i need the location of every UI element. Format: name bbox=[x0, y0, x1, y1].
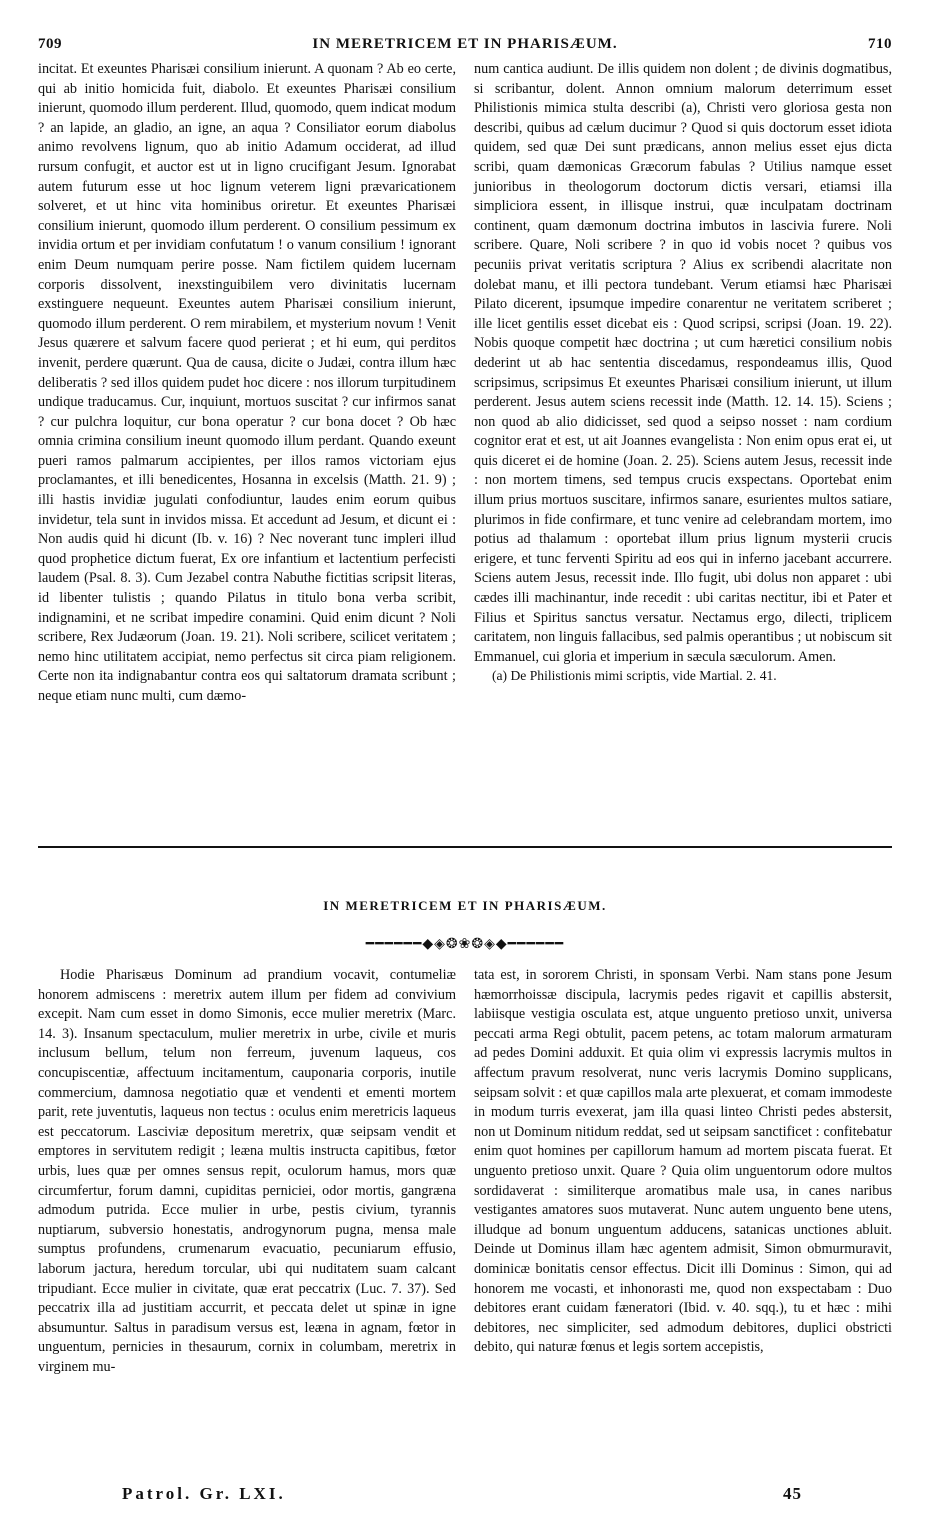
bottom-columns bbox=[38, 966, 892, 1466]
top-left-column bbox=[38, 60, 456, 828]
bottom-left-text: Hodie Pharisæus Dominum ad prandium vocavit, contumeliæ honorem admiscens : meretrix autem illum per fidem ad convivium excepit. Nam cum esset in domo Simonis, ecce mulier meretrix (Marc. 14. 3). Insanum spectaculum, mulier meretrix in urbe, civile et muris inclusum bellum, telum non ferreum, juvenum laqueus, cos concupiscentiæ, affectuum incitamentum, cauponaria corporis, inutile commercium, damnosa negotiatio quæ et vendenti et ementi mortem parit, rete juventutis, laqueus non tectus : oculus enim meretricis laqueus est peccatorum. Lasciviæ depositum meretrix, quæ seipsam vendit et emptores in servitutem redigit ; leæna multis instructa capitibus, fœtor urbis, lues quæ per omnes sensus repit, oculorum hamus, mors quæ circumfertur, forum damni, cupiditas perniciei, odor mortis, gangræna admodum putrida. Ecce mulier in urbe, pestis civium, tyrannis nuptiarum, subversio honestatis, androgynorum pugna, mensa male sumptus profundens, crumenarum evacuatio, pecuniarum effusio, laborum jactura, heredum torcular, ubi qui nuditatem suam calcant tripudiant. Ecce mulier in civitate, quæ erat peccatrix (Luc. 7. 37). Sed peccatrix illa ad justitiam accurrit, et peccata delet ut spinæ in igne absumuntur. Saltus in paradisum versus est, leæna in agnam, fœtor in unguentum, pernicies in thesaurum, cornix in columbam, meretrix in virginem mu- bbox=[38, 967, 456, 1375]
page-footer bbox=[38, 1484, 892, 1514]
running-title: IN MERETRICEM ET IN PHARISÆUM. bbox=[312, 36, 618, 52]
top-right-text: num cantica audiunt. De illis quidem non dolent ; de divinis dogmatibus, si scribantur, dolent. Annon omnium malorum deterrimum esset Philistionis mimica stulta describi (a), Christi vero gloriosa gesta non describi, quibus ad cælum ducimur ? Quod si quis doctorum esset idiota quidem, sed quæ Dei sunt prædicans, annon melius esset ejus dicta scribi, quam dæmonicas Græcorum fabulas ? Utilius namque esset junioribus in theologorum doctorum dictis versari, etiamsi illa simpliciora essent, in illisque instrui, quæ inculpatam doctrinam continent, quam dæmonum doctrina imbutos in lascivia furere. Noli scribere. Quare, Noli scribere ? in quo id vobis nocet ? quibus vos pecuniis privat veritatis scriptura ? Alius ex scribendi alacritate non dolebat manu, et illi pectora tundebant. Verum etiamsi hæc Pharisæi Pilato dicerent, ipsumque impedire conarentur ne veritatem scriberet ; ille licet gentilis esset dicebat eis : Quod scripsi, scripsi (Joan. 19. 22). Nobis quoque competit hæc doctrina ; ut cum hæretici consilium nobis dederint ut ab hac sententia discedamus, respondeamus illis, Quod scripsimus, scripsimus Et exeuntes Pharisæi consilium inierunt, ut illum perderent. Jesus autem sciens recessit inde (Matth. 12. 14. 15). Sciens ; non quod ab alio didicisset, sed quod a seipso nosset : nam cordium cognitor erat et est, ut ait Joannes evangelista : Non enim opus erat ei, ut quis diceret ei de homine (Joan. 2. 25). Sciens autem Jesus, recessit inde : non mortem timens, sed tempus crucis exspectans. Oportebat enim illum prius mortuos suscitare, infirmos sanare, esurientes multos satiare, plurimos in fide confirmare, et tunc venire ad celebrandam mortem, imo potius ad thalamum : oportebat illum prius lignum mysterii crucis erigere, et tunc ferventi Spiritu ad eos qui in inferno jacebant accurrere. Sciens autem Jesus, recessit inde. Illo fugit, ubi dolus non apparet : ubi cædes illi machinantur, inde recedit : ubi caritas nectitur, ibi et Pater et Filius et Spiritus sanctus versatur. Nectamus ergo, dilecti, triplicem caritatem, non linguis fallacibus, sed palmis operantibus ; ut nobiscum sit Emmanuel, cui gloria et imperium in sæcula sæculorum. Amen. bbox=[474, 61, 892, 665]
top-columns bbox=[38, 60, 892, 828]
page-number-right: 710 bbox=[868, 36, 892, 52]
footnote: (a) De Philistionis mimi scriptis, vide Martial. 2. 41. bbox=[492, 668, 777, 684]
page-number-left: 709 bbox=[38, 36, 62, 52]
section-divider-rule bbox=[38, 846, 892, 848]
bottom-right-text: tata est, in sororem Christi, in sponsam Verbi. Nam stans pone Jesum hæmorrhoissæ discipula, lacrymis pedes rigavit et capillis abstersit, labiisque vestigia osculata est, atque unguento pretioso unxit, universa peccati arma Regi obtulit, pacem petens, ac totam malorum armaturam ad pedes Domini adduxit. Et quia olim vi expressis lacrymis multos in affectum pravum resolverat, nunc veris lacrymis Domino supplicans, seipsam solvit : et quæ capillos mala arte plexuerat, et comam immodeste in modum turris evexerat, jam illa quasi linteo Christi pedes abstersit, non ut Dominum nitidum reddat, sed ut seipsam sanctificet : confitebatur enim quot homines per capillorum hamum ad mortem piscata fuerat. Et unguento pretioso unxit. Quare ? Quia olim unguentorum odore multos sordidaverat : similiterque aromatibus male usa, in canes naribus vestigantes amatores suos mutaverat. Nunc autem unguento bene utens, illudque ad bonum unguentum adducens, satanicas unctiones abluit. Deinde ut Dominus illam hæc agentem admisit, Simon obmurmuravit, dominicæ bonitatis censor effectus. Dicit illi Dominus : Simon, qui ad honorem me vocasti, et inhonorasti me, quod non exspectabam : Duo debitores erant cuidam fæneratori (Ibid. v. 40. sqq.), tu et hæc : mihi debitores, nec simpliciter, sed admodum debitores, duplici obstricti debito, qui naturæ fœnus et legis sortem accepistis, bbox=[474, 967, 892, 1356]
running-head bbox=[38, 34, 892, 60]
top-left-text: incitat. Et exeuntes Pharisæi consilium inierunt. A quonam ? Ab eo certe, qui ab initio homicida fuit, diabolo. Et exeuntes Pharisæi consilium inierunt, quomodo illum perderent. Illud, quomodo, quem indicat modum ? an lapide, an gladio, an igne, an aqua ? Consiliator eorum diabolus animo revolvens lignum, quo ab initio Adamum occiderat, ad illud rursum confugit, et auctor est ut in ligno crucifigant Jesum. Ignorabat autem futurum esse ut hoc lignum veterem ligni prævaricationem solveret, et ut hinc vita hominibus oriretur. Et exeuntes Pharisæi consilium inierunt, quomodo illum perderent. O consilium pessimum ex invidia ortum et per invidiam confutatum ! o vanum consilium ! ignorant enim Deum numquam perire posse. Nam fictilem quidem lucernam corporis dissolvent, inexstinguibilem vero divinitatis lucernam exstinguere nequeunt. Exeuntes autem Pharisæi consilium inierunt, quomodo illum perderent. O rem mirabilem, et mysterium novum ! Venit Jesus quærere et salvum facere quod perierat ; et hi eum, qui perditos invenit, perdere quærunt. Qua de causa, dicite o Judæi, contra illum hæc deliberatis ? sed illos quidem pudet hoc dicere : nos illorum turpitudinem undique traducamus. Cur, inquiunt, mortuos suscitat ? cur infirmos sanat ? cur pulchra loquitur, cur bona operatur ? cur bona docet ? Ob hæc omnia crimina consilium ineunt quomodo illum perdant. Quando exeunt pueri ramos palmarum accipientes, per illos ramos victoriam ejus proclamantes, et illi benedicentes, Hosanna in excelsis (Matth. 21. 9) ; illi hastis invidiæ jugulati confodiuntur, laudes enim eorum quibus invidetur, tela sunt in invidos missa. Et accedunt ad Jesum, et dicunt ei : Non audis quid hi dicunt (Ib. v. 16) ? Nec noverant tunc impleri illud quod prophetice dictum fuerat, Ex ore infantium et lactentium perfecisti laudem (Psal. 8. 3). Cum Jezabel contra Nabuthe fictitias scripsit literas, id libenter tulistis ; quando Pilatus in titulo bona verba scribit, indignamini, et ne scribat impedire conamini. Quid enim dicunt ? Noli scribere, Rex Judæorum (Joan. 19. 21). Noli scribere, scilicet veritatem ; nemo hinc utilitatem accipiat, nemo perfectus sit circa piam religionem. Certe non ita indignabantur contra eos qui saltatorum dramata scribunt ; neque etiam nunc multi, cum dæmo- bbox=[38, 61, 456, 704]
signature-mark: Patrol. Gr. LXI. bbox=[122, 1484, 286, 1503]
signature-number: 45 bbox=[783, 1484, 802, 1503]
section-title: IN MERETRICEM ET IN PHARISÆUM. bbox=[323, 898, 607, 913]
top-right-column bbox=[474, 60, 892, 828]
bottom-left-column bbox=[38, 966, 456, 1466]
ornament-divider: ━━━━━━◆◈❂❀❂◈◆━━━━━━ bbox=[365, 937, 565, 952]
bottom-right-column bbox=[474, 966, 892, 1466]
page bbox=[38, 34, 892, 1524]
